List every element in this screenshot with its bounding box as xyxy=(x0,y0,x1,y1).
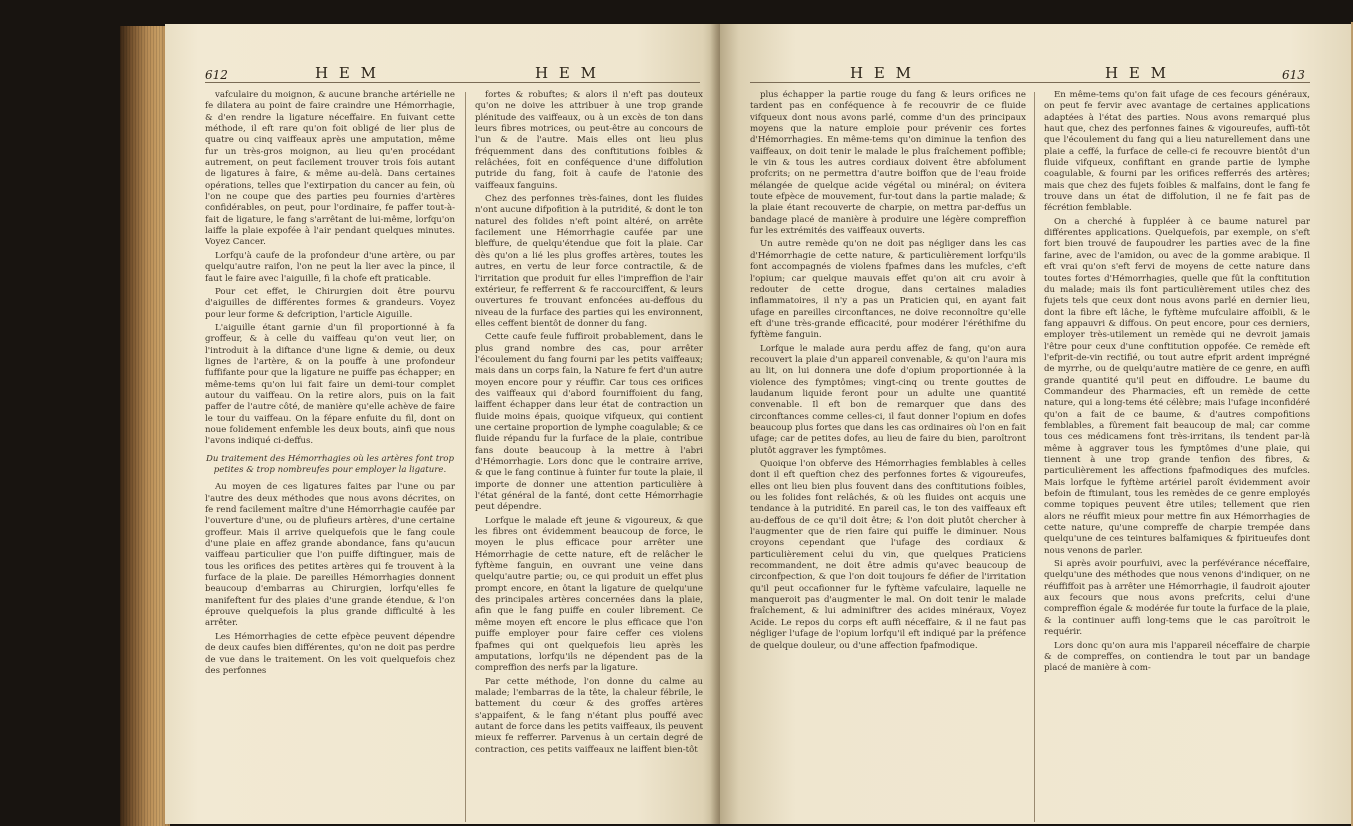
paragraph: Lorfqu'à caufe de la profondeur d'une artère, ou par quelqu'autre raifon, l'on ne peut la lier avec la pince, il faut le faire avec l'aiguille, fi la chofe eft praticable. xyxy=(205,250,455,284)
header-rule xyxy=(205,82,700,83)
running-head-right-col2: H E M xyxy=(1105,64,1169,82)
paragraph: Les Hémorrhagies de cette efpèce peuvent dépendre de deux caufes bien différentes, qu'on ne doit pas perdre de vue dans le traitement. On les voit quelquefois chez des perfonnes xyxy=(205,631,455,676)
page-number-right: 613 xyxy=(1282,68,1305,82)
section-heading: Du traitement des Hémorrhagies où les artères font trop petites & trop nombreufes pour employer la ligature. xyxy=(206,453,454,475)
paragraph: Un autre remède qu'on ne doit pas négliger dans les cas d'Hémorrhagie de cette nature, & particulièrement lorfqu'ils font accompagnés de violens fpafmes dans les mufcles, c'eft l'opium; car quelque mauvais effet qu'on ait cru avoir à redouter de cette drogue, dans certaines maladies inflammatoires, il n'y a pas un Praticien qui, en ayant fait ufage en pareilles circonftances, ne doive reconnoître qu'elle eft d'une très-grande efficacité, pour modérer l'éréthifme du fyftème fanguin. xyxy=(750,239,1026,341)
paragraph: L'aiguille étant garnie d'un fil proportionné à fa groffeur, & à celle du vaiffeau qu'on veut lier, on l'introduit à la diftance d'une ligne & demie, ou deux lignes de l'artère, & on la pouffe à une profondeur fuffifante pour que la ligature ne puiffe pas échapper; en même-tems qu'on lui fait faire un demi-tour complet autour du vaiffeau. On la retire alors, puis on la fait paffer de l'autre côté, de manière qu'elle achève de faire le tour du vaiffeau. On la fépare enfuite du fil, dont on noue folidement enfemble les deux bouts, ainfi que nous l'avons indiqué ci-deffus. xyxy=(205,322,455,447)
left-page-column-1 xyxy=(205,90,455,815)
right-page-column-2 xyxy=(1044,90,1310,815)
paragraph: Pour cet effet, le Chirurgien doit être pourvu d'aiguilles de différentes formes & grandeurs. Voyez pour leur forme & defcription, l'article Aiguille. xyxy=(205,286,455,320)
paragraph: Si après avoir pourfuivi, avec la perfévérance néceffaire, quelqu'une des méthodes que nous venons d'indiquer, on ne réuffiffoit pas à arrêter une Hémorrhagie, il faudroit ajouter aux fecours que nous avons prefcrits, celui d'une compreffion égale & modérée fur toute la furface de la plaie, & la continuer auffi long-tems que le cas paroîtroit le requérir. xyxy=(1044,559,1310,638)
header-rule xyxy=(750,82,1310,83)
paragraph: Chez des perfonnes très-faines, dont les fluides n'ont aucune difpofition à la putridité, & dont le ton naturel des folides n'eft point altéré, on arrête facilement une Hémorrhagie caufée par une bleffure, de quelqu'étendue que foit la plaie. Car dès qu'on a lié les plus groffes artères, toutes les autres, en vertu de leur force contractile, & de l'irritation que produit fur elles l'impreffion de l'air extérieur, fe refferrent & fe raccourciffent, & leurs ouvertures fe trouvant enfoncées au-deffous du niveau de la furface des parties qui les environnent, elles ceffent bientôt de donner du fang. xyxy=(475,194,703,329)
column-divider xyxy=(1034,92,1035,822)
page-number-left: 612 xyxy=(205,68,228,82)
running-head-left-col2: H E M xyxy=(535,64,599,82)
open-book xyxy=(120,10,1353,826)
column-divider xyxy=(465,92,466,822)
right-page-column-1 xyxy=(750,90,1026,815)
paragraph: Par cette méthode, l'on donne du calme au malade; l'embarras de la tête, la chaleur fébrile, le battement du cœur & des groffes artères s'appaifent, & le fang n'étant plus pouffé avec autant de force dans les petits vaiffeaux, ils peuvent mieux fe refferrer. Parvenus à un certain degré de contraction, ces petits vaiffeaux ne laiffent bien-tôt xyxy=(475,676,703,755)
paragraph: Au moyen de ces ligatures faites par l'une ou par l'autre des deux méthodes que nous avons décrites, on fe rend facilement maître d'une Hémorrhagie caufée par l'ouverture d'une, ou de plufieurs artères, d'une certaine groffeur. Mais il arrive quelquefois que le fang coule d'une plaie en affez grande abondance, fans qu'aucun vaiffeau particulier que l'on puiffe diftinguer, mais de tous les orifices des petites artères qui fe trouvent à la furface de la plaie. De pareilles Hémorrhagies donnent beaucoup d'embarras au Chirurgien, lorfqu'elles fe manifeftent fur des plaies d'une grande étendue, & l'on éprouve quelquefois la plus grande difficulté à les arrêter. xyxy=(205,482,455,629)
paragraph: En même-tems qu'on fait ufage de ces fecours généraux, on peut fe fervir avec avantage de certaines applications adaptées à l'état des parties. Nous avons remarqué plus haut que, chez des perfonnes faines & vigoureufes, auffi-tôt que l'écoulement du fang qui a lieu naturellement dans une plaie a ceffé, la furface de celle-ci fe recouvre bientôt d'un fluide vifqueux, confiftant en grande partie de lymphe coagulable, & fourni par les orifices refferrés des artères; mais que chez des fujets foibles & malfains, dont le fang fe trouve dans un état de diffolution, il ne fe fait pas de fécrétion femblable. xyxy=(1044,90,1310,214)
paragraph: On a cherché à fuppléer à ce baume naturel par différentes applications. Quelquefois, par exemple, on s'eft fort bien trouvé de faupoudrer les parties avec de la fine farine, avec de l'amidon, ou avec de la gomme arabique. Il eft vrai qu'on s'eft fervi de moyens de cette nature dans toutes fortes d'Hémorrhagies, quelle que fût la conftitution du malade; mais ils font particulièrement utiles chez des fujets tels que ceux dont nous avons parlé en dernier lieu, dont la fibre eft lâche, le fyftème mufculaire affoibli, & le fang appauvri & diffous. On peut encore, pour ces derniers, employer très-utilement un remède qui ne devroit jamais l'être pour ceux d'une conftitution oppofée. Ce remède eft l'efprit-de-vin rectifié, ou tout autre efprit ardent imprégné de myrrhe, ou de quelqu'autre matière de ce genre, en auffi grande quantité qu'il peut en diffoudre. Le baume du Commandeur des Pharmacies, eft un remède de cette nature, qui a long-tems été célèbre; mais l'ufage inconfidéré qu'on a fait de ce baume, & d'autres compofitions femblables, a fûrement fait beaucoup de mal; car comme tous ces médicamens font très-irritans, ils tendent par-là même à aggraver tous les fymptômes d'une plaie, qui tiennent à une trop grande tenfion des fibres, & particulièrement les affections fpafmodiques des mufcles. Mais lorfque le fyftème artériel paroît évidemment avoir befoin de ftimulant, tous les remèdes de ce genre employés comme topiques peuvent être utiles; tellement que rien alors ne réuffit mieux pour mettre fin aux Hémorrhagies de cette nature, qu'une compreffe de charpie trempée dans quelqu'une de ces teintures balfamiques & fpiritueufes dont nous venons de parler. xyxy=(1044,216,1310,556)
paragraph: Lorfque le malade aura perdu affez de fang, qu'on aura recouvert la plaie d'un appareil convenable, & qu'on l'aura mis au lit, on lui donnera une dofe d'opium proportionnée à la violence des fymptômes; vingt-cinq ou trente gouttes de laudanum liquide feront pour un adulte une quantité convenable. Il eft bon de remarquer que dans des circonftances comme celles-ci, il faut donner l'opium en dofes beaucoup plus fortes que dans les cas ordinaires où l'on en fait ufage; car de petites dofes, au lieu de faire du bien, paroîtront plutôt aggraver les fymptômes. xyxy=(750,343,1026,456)
paragraph: Lors donc qu'on aura mis l'appareil néceffaire de charpie & de compreffes, on contiendra le tout par un bandage placé de manière à com- xyxy=(1044,640,1310,674)
paragraph: Quoique l'on obferve des Hémorrhagies femblables à celles dont il eft queftion chez des perfonnes fortes & vigoureufes, elles ont lieu bien plus fouvent dans des conftitutions foibles, ou les folides font relâchés, & où les fluides ont acquis une tendance à la putridité. En pareil cas, le ton des vaiffeaux eft au-deffous de ce qu'il doit être; & l'on doit plutôt chercher à l'augmenter que de rien faire qui puiffe le diminuer. Nous croyons cependant que l'ufage des cordiaux & particulièrement celui du vin, que quelques Praticiens recommandent, ne doit être admis qu'avec beaucoup de circonfpection, & que l'on doit toujours fe défier de l'irritation qu'il peut occafionner fur le fyftème vafculaire, laquelle ne manqueroit pas d'augmenter le mal. On doit tenir le malade fraîchement, & lui adminiftrer des acides minéraux, Voyez Acide. Le repos du corps eft auffi néceffaire, & il ne faut pas négliger l'ufage de l'opium lorfqu'il eft indiqué par la préfence de quelque douleur, ou d'une affection fpafmodique. xyxy=(750,459,1026,651)
left-page xyxy=(165,24,720,824)
right-page xyxy=(720,24,1353,824)
paragraph: vafculaire du moignon, & aucune branche artérielle ne fe dilatera au point de faire craindre une Hémorrhagie, & d'en rendre la ligature néceffaire. En fuivant cette méthode, il eft rare qu'on foit obligé de lier plus de quatre ou cinq vaiffeaux après une amputation, même fur un très-gros moignon, au lieu qu'en procédant autrement, on peut facilement trouver trois fois autant de ligatures à faire, & même au-delà. Dans certaines opérations, telles que l'extirpation du cancer au fein, où l'on ne coupe que des parties peu fournies d'artères confidérables, on peut, pour l'ordinaire, fe paffer tout-à-fait de ligature, le fang s'arrêtant de lui-même, lorfqu'on laiffe la plaie expofée à l'air pendant quelques minutes. Voyez Cancer. xyxy=(205,90,455,248)
left-page-column-2 xyxy=(475,90,703,815)
paragraph: plus échapper la partie rouge du fang & leurs orifices ne tardent pas en conféquence à fe recouvrir de ce fluide vifqueux dont nous avons parlé, comme d'un des principaux moyens que la nature emploie pour prévenir ces fortes d'Hémorrhagies. En même-tems qu'on diminue la tenfion des vaiffeaux, on doit tenir le malade le plus fraîchement poffible; le vin & tous les autres cordiaux doivent être abfolument profcrits; on ne permettra d'autre boiffon que de l'eau froide mélangée de quelque acide végétal ou minéral; on évitera toute efpèce de mouvement, fur-tout dans la partie malade; & la plaie étant recouverte de charpie, on mettra par-deffus un bandage placé de manière à produire une légère compreffion fur les extrémités des vaiffeaux ouverts. xyxy=(750,90,1026,237)
running-head-left-col1: H E M xyxy=(315,64,379,82)
page-stack-edge-left xyxy=(120,26,170,826)
paragraph: Lorfque le malade eft jeune & vigoureux, & que les fibres ont évidemment beaucoup de force, le moyen le plus efficace pour arrêter une Hémorrhagie de cette nature, eft de relâcher le fyftème fanguin, en ouvrant une veine dans quelqu'autre partie; ou, ce qui produit un effet plus prompt encore, en ôtant la ligature de quelqu'une des principales artères concernées dans la plaie, afin que le fang puiffe en couler librement. Ce même moyen eft encore le plus efficace que l'on puiffe employer pour faire ceffer ces violens fpafmes qui ont quelquefois lieu après les amputations, lorfqu'ils ne dépendent pas de la compreffion des nerfs par la ligature. xyxy=(475,515,703,674)
running-head-right-col1: H E M xyxy=(850,64,914,82)
paragraph: fortes & robuftes; & alors il n'eft pas douteux qu'on ne doive les attribuer à une trop grande plénitude des vaiffeaux, ou à un excès de ton dans leurs fibres motrices, ou peut-être au concours de l'un & de l'autre. Mais elles ont lieu plus fréquemment dans des conftitutions foibles & relâchées, foit en conféquence d'une diffolution putride du fang, foit à caufe de l'atonie des vaiffeaux fanguins. xyxy=(475,90,703,191)
paragraph: Cette caufe feule fuffiroit probablement, dans le plus grand nombre des cas, pour arrêter l'écoulement du fang fourni par les petits vaiffeaux; mais dans un corps fain, la Nature fe fert d'un autre moyen encore pour y réuffir. Car tous ces orifices des vaiffeaux qui d'abord fourniffoient du fang, laiffent échapper dans leur état de contraction un fluide moins épais, quoique vifqueux, qui contient une certaine proportion de lymphe coagulable; & ce fluide répandu fur la furface de la plaie, contribue fans doute beaucoup à la mettre à l'abri d'Hémorrhagie. Lors donc que le contraire arrive, & que le fang continue à fuinter fur toute la plaie, il importe de donner une attention particulière à l'état général de la fanté, dont cette Hémorrhagie peut dépendre. xyxy=(475,332,703,513)
